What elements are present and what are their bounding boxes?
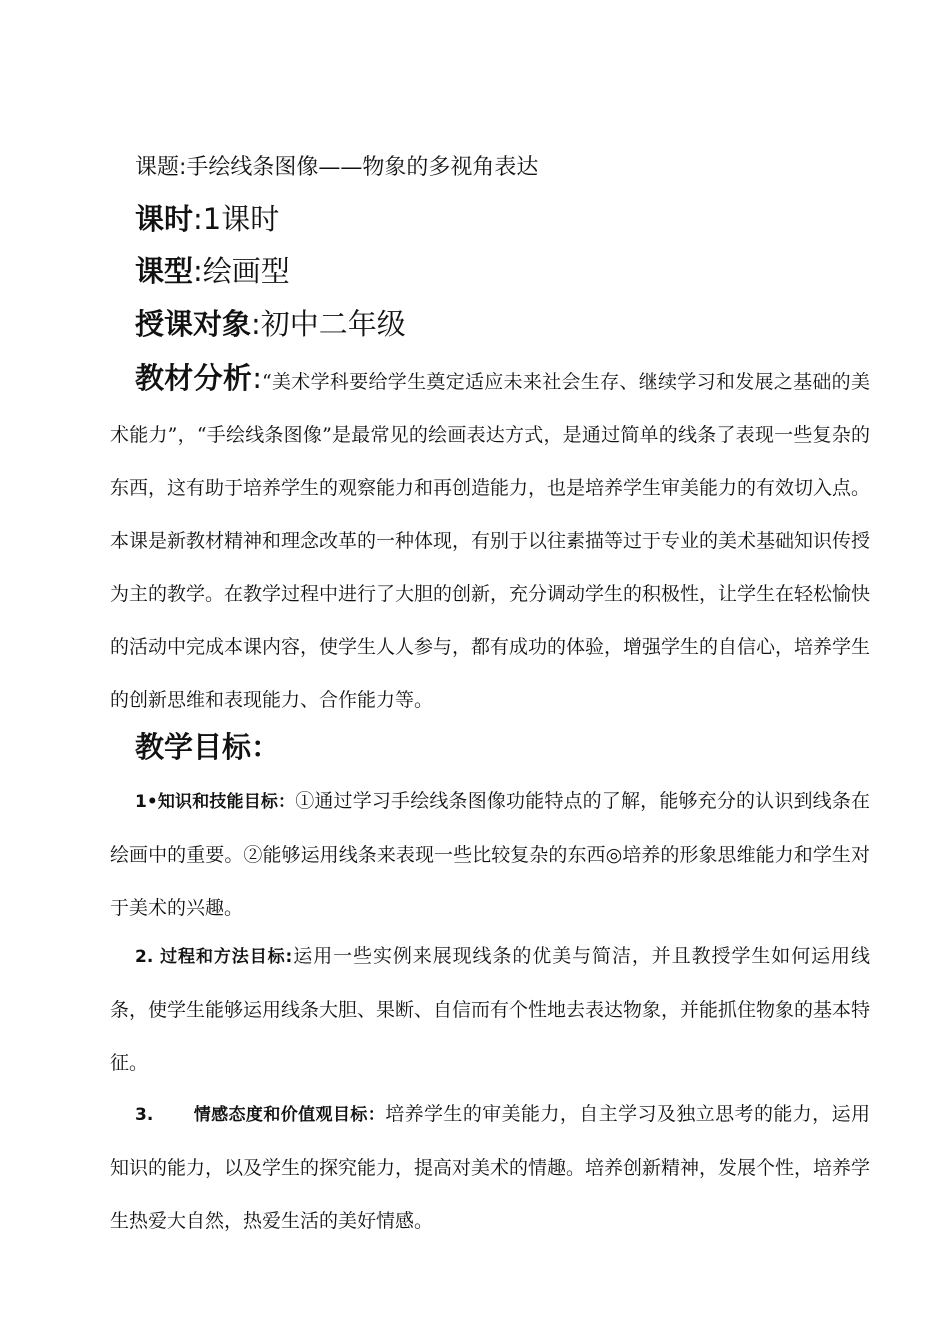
lesson-hours (135, 199, 279, 239)
audience-label: 授课对象 (135, 307, 252, 341)
lesson-type (135, 251, 290, 291)
goal-item (110, 775, 870, 935)
goal-text: 培养学生的审美能力，自主学习及独立思考的能力，运用知识的能力，以及学生的探究能力，提高对美术的情趣。培养创新精神，发展个性，培养学生热爱大自然，热爱生活的美好情感。 (110, 1103, 871, 1232)
goal-text: ①通过学习手绘线条图像功能特点的了解，能够充分的认识到线条在绘画中的重要。②能够运用线条来表现一些比较复杂的东西◎培养的形象思维能力和学生对于美术的兴趣。 (110, 790, 870, 919)
lesson-audience (135, 304, 406, 344)
goal-number: 3. (135, 1105, 154, 1125)
audience-sep: : (251, 307, 261, 341)
goal-label: 知识和技能目标： (157, 792, 296, 812)
hours-label: 课时 (135, 202, 194, 236)
audience-value: 初中二年级 (260, 307, 406, 341)
goal-item (110, 930, 870, 1090)
analysis-sep: : (252, 361, 262, 395)
lesson-title (135, 150, 538, 186)
analysis-label: 教材分析 (135, 361, 253, 395)
goals-heading: 教学目标： (135, 730, 281, 764)
analysis-text: “美术学科要给学生奠定适应未来社会生存、继续学习和发展之基础的美术能力”，“手绘线条图像”是最常见的绘画表达方式，是通过简单的线条了表现一些复杂的东西，这有助于培养学生的观察能力和再创造能力，也是培养学生审美能力的有效切入点。本课是新教材精神和理念改革的一种体现，有别于以往素描等过于专业的美术基础知识传授为主的教学。在教学过程中进行了大胆的创新，充分调动学生的积极性，让学生在轻松愉快的活动中完成本课内容，使学生人人参与，都有成功的体验，增强学生的自信心，培养学生的创新思维和表现能力、合作能力等。 (110, 371, 871, 711)
goal-number: 2. (135, 947, 161, 967)
hours-sep: : (193, 202, 203, 236)
goal-label: 情感态度和价值观目标： (193, 1105, 386, 1125)
material-analysis (110, 352, 870, 727)
title-label: 课题: (135, 155, 187, 180)
goal-number: 1• (135, 792, 158, 812)
goal-item (110, 1088, 870, 1248)
hours-value: 1课时 (202, 202, 280, 236)
title-text: 手绘线条图像——物象的多视角表达 (186, 155, 539, 180)
type-sep: : (193, 254, 203, 288)
goal-label: 过程和方法目标: (160, 947, 293, 967)
type-label: 课型 (135, 254, 194, 288)
type-value: 绘画型 (202, 254, 290, 288)
goal-text: 运用一些实例来展现线条的优美与简洁，并且教授学生如何运用线条，使学生能够运用线条大胆、果断、自信而有个性地去表达物象，并能抓住物象的基本特征。 (110, 945, 871, 1074)
